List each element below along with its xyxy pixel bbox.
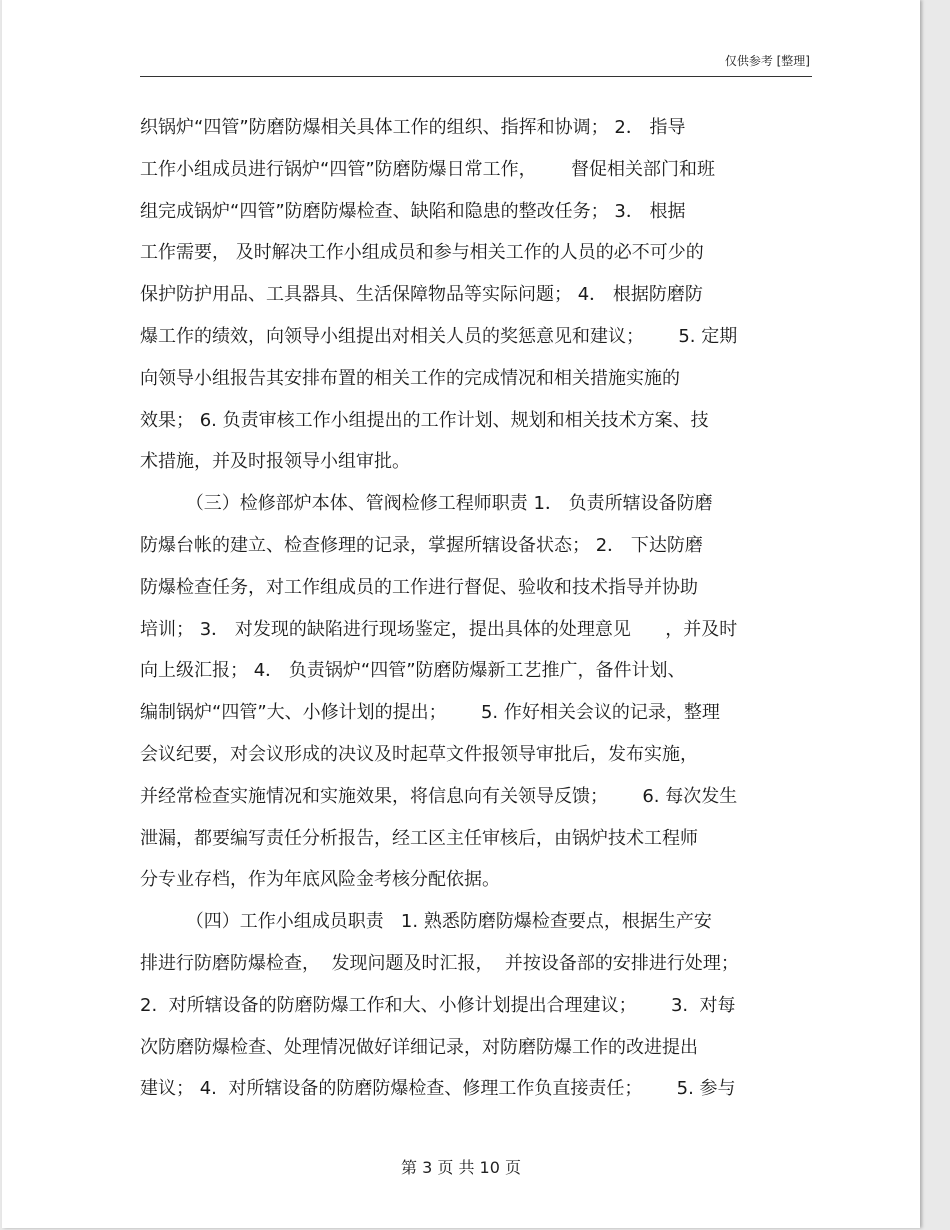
text-line: （三）检修部炉本体、管阀检修工程师职责 1． 负责所辖设备防磨 bbox=[140, 493, 713, 515]
text-line: 爆工作的绩效，向领导小组提出对相关人员的奖惩意见和建议； 5. 定期 bbox=[140, 325, 738, 347]
text-line: 保护防护用品、工具器具、生活保障物品等实际问题； 4． 根据防磨防 bbox=[140, 284, 703, 306]
text-line: 泄漏，都要编写责任分析报告，经工区主任审核后，由锅炉技术工程师 bbox=[140, 827, 698, 849]
text-line: 分专业存档，作为年底风险金考核分配依据。 bbox=[140, 869, 500, 891]
text-line: 工作小组成员进行锅炉“四管”防磨防爆日常工作， 督促相关部门和班 bbox=[140, 158, 715, 180]
text-line: 组完成锅炉“四管”防磨防爆检查、缺陷和隐患的整改任务； 3． 根据 bbox=[140, 200, 686, 222]
text-line: 建议； 4. 对所辖设备的防磨防爆检查、修理工作负直接责任； 5. 参与 bbox=[140, 1078, 736, 1100]
text-line: 排进行防磨防爆检查， 发现问题及时汇报， 并按设备部的安排进行处理； bbox=[140, 952, 739, 974]
page-header: 仅供参考 [整理] bbox=[724, 54, 810, 68]
text-line: 工作需要， 及时解决工作小组成员和参与相关工作的人员的必不可少的 bbox=[140, 242, 704, 264]
text-line: 会议纪要，对会议形成的决议及时起草文件报领导审批后，发布实施， bbox=[140, 743, 698, 765]
page-footer: 第 3 页 共 10 页 bbox=[401, 1158, 521, 1177]
header-rule bbox=[140, 76, 812, 77]
text-line: 防爆台帐的建立、检查修理的记录，掌握所辖设备状态； 2． 下达防磨 bbox=[140, 534, 703, 556]
text-line: 并经常检查实施情况和实施效果，将信息向有关领导反馈； 6. 每次发生 bbox=[140, 785, 738, 807]
text-line: （四）工作小组成员职责 1. 熟悉防磨防爆检查要点，根据生产安 bbox=[140, 911, 712, 933]
text-line: 向领导小组报告其安排布置的相关工作的完成情况和相关措施实施的 bbox=[140, 367, 680, 389]
text-line: 效果； 6. 负责审核工作小组提出的工作计划、规划和相关技术方案、技 bbox=[140, 409, 709, 431]
text-line: 2. 对所辖设备的防磨防爆工作和大、小修计划提出合理建议； 3. 对每 bbox=[140, 994, 736, 1016]
body-text bbox=[140, 107, 820, 1110]
document-page bbox=[2, 0, 920, 1228]
text-line: 培训； 3． 对发现的缺陷进行现场鉴定，提出具体的处理意见 ，并及时 bbox=[140, 618, 738, 640]
text-line: 编制锅炉“四管”大、小修计划的提出； 5. 作好相关会议的记录，整理 bbox=[140, 702, 720, 724]
text-line: 次防磨防爆检查、处理情况做好详细记录，对防磨防爆工作的改进提出 bbox=[140, 1036, 698, 1058]
text-line: 织锅炉“四管”防磨防爆相关具体工作的组织、指挥和协调； 2． 指导 bbox=[140, 117, 686, 138]
text-line: 向上级汇报； 4． 负责锅炉“四管”防磨防爆新工艺推广，备件计划、 bbox=[140, 660, 686, 682]
text-line: 防爆检查任务，对工作组成员的工作进行督促、验收和技术指导并协助 bbox=[140, 576, 698, 598]
text-line: 术措施，并及时报领导小组审批。 bbox=[140, 451, 410, 473]
